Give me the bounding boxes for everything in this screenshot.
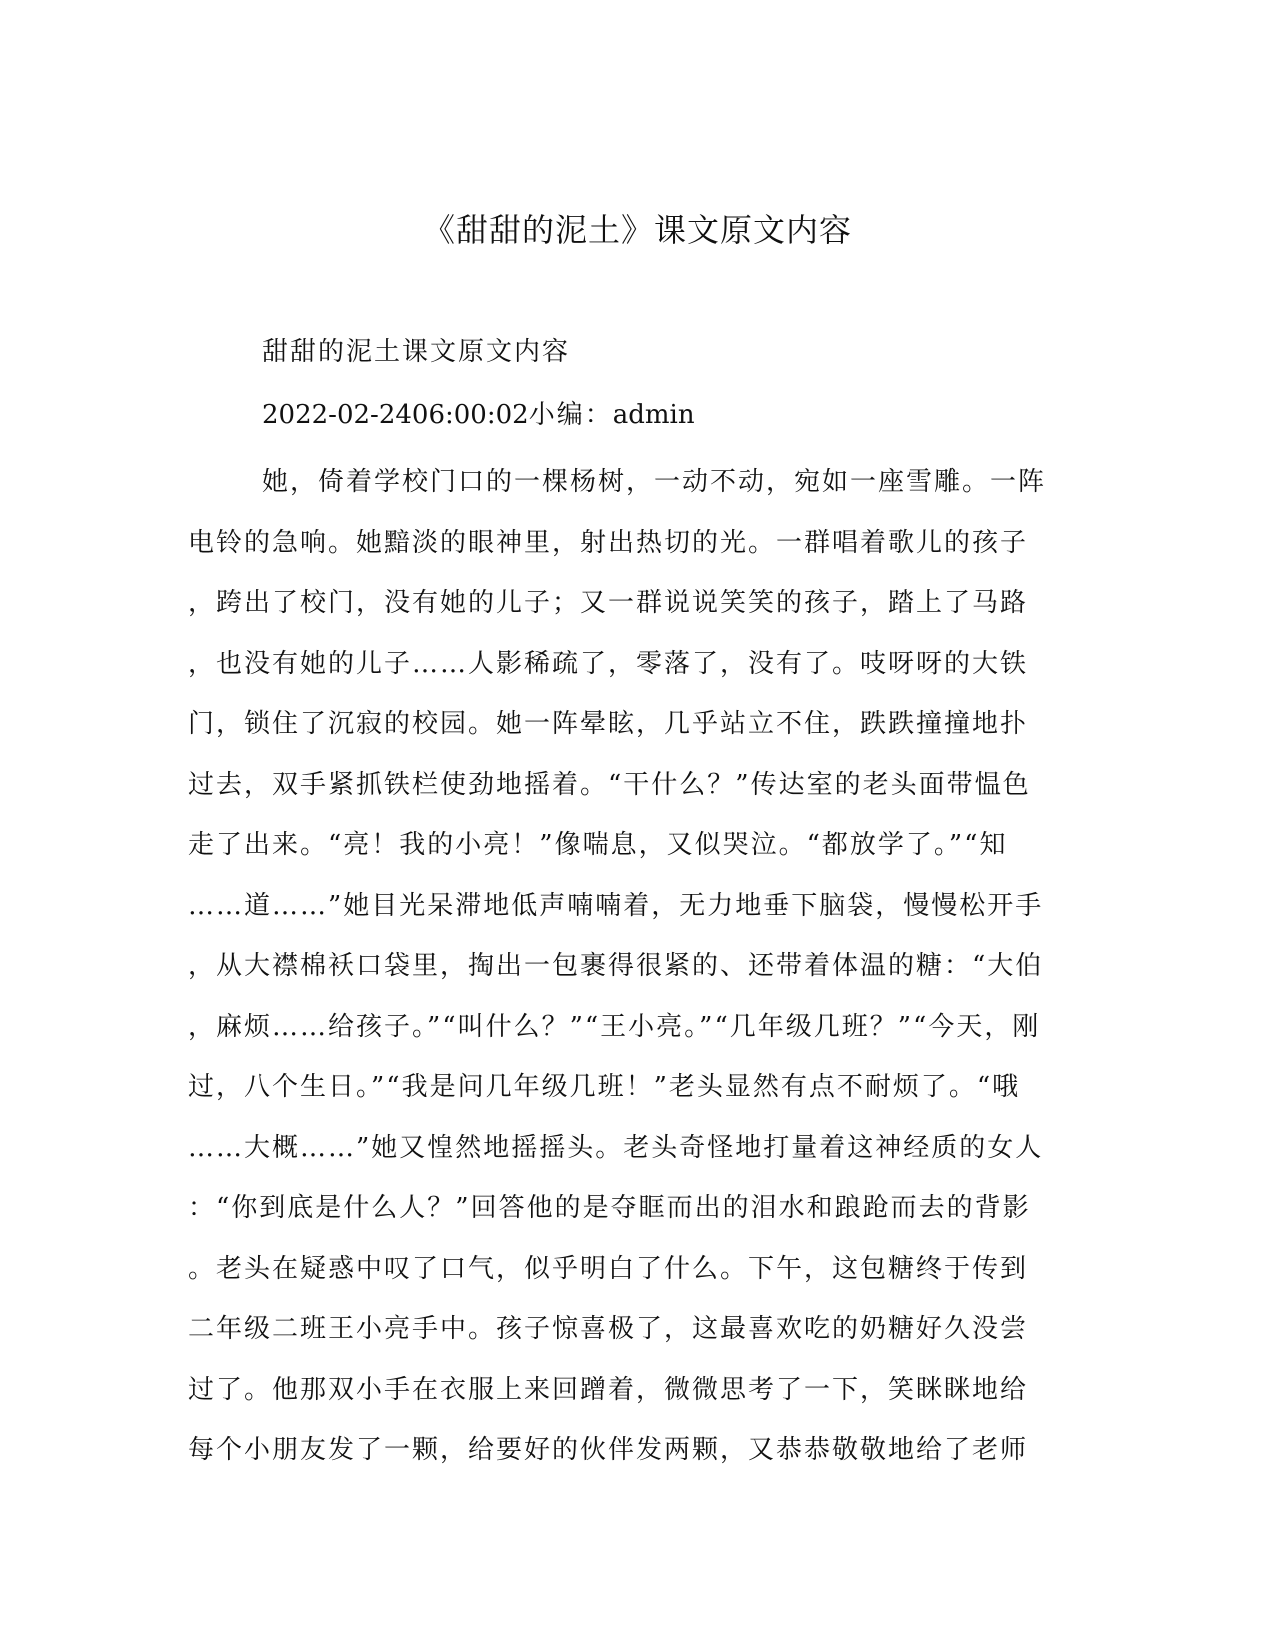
body-line: ……大概……”她又惶然地摇摇头。老头奇怪地打量着这神经质的女人	[188, 1132, 1044, 1163]
body-line: ，从大襟棉袄口袋里，掏出一包裹得很紧的、还带着体温的糖：“大伯	[188, 951, 1044, 981]
article-body	[188, 452, 1088, 1481]
body-line: 门，锁住了沉寂的校园。她一阵晕眩，几乎站立不住，跌跌撞撞地扑	[188, 709, 1029, 739]
body-line: 二年级二班王小亮手中。孩子惊喜极了，这最喜欢吃的奶糖好久没尝	[188, 1314, 1029, 1344]
body-line: 走了出来。“亮！我的小亮！”像喘息，又似哭泣。“都放学了。”“知	[188, 830, 1008, 860]
body-line: ，也没有她的儿子……人影稀疏了，零落了，没有了。吱呀呀的大铁	[188, 648, 1029, 679]
document-subtitle: 甜甜的泥土课文原文内容	[262, 337, 571, 367]
body-line: ，麻烦……给孩子。”“叫什么？”“王小亮。”“几年级几班？”“今天，刚	[188, 1011, 1041, 1042]
editor-name: admin	[612, 400, 695, 430]
body-line: 她，倚着学校门口的一棵杨树，一动不动，宛如一座雪雕。一阵	[262, 467, 1047, 497]
body-line: 过了。他那双小手在衣服上来回蹭着，微微思考了一下，笑眯眯地给	[188, 1374, 1029, 1405]
body-line: 电铃的急响。她黯淡的眼神里，射出热切的光。一群唱着歌儿的孩子	[188, 527, 1029, 558]
document-title: 《甜甜的泥土》课文原文内容	[422, 211, 852, 249]
body-line: ：“你到底是什么人？”回答他的是夺眶而出的泪水和踉跄而去的背影	[188, 1193, 1031, 1223]
body-line: ，跨出了校门，没有她的儿子；又一群说说笑笑的孩子，踏上了马路	[188, 588, 1029, 618]
body-line: 。老头在疑惑中叹了口气，似乎明白了什么。下午，这包糖终于传到	[188, 1253, 1029, 1284]
body-line: ……道……”她目光呆滞地低声喃喃着，无力地垂下脑袋，慢慢松开手	[188, 890, 1044, 921]
body-line: 每个小朋友发了一颗，给要好的伙伴发两颗，又恭恭敬敬地给了老师	[188, 1435, 1029, 1465]
body-line: 过去，双手紧抓铁栏使劲地摇着。“干什么？”传达室的老头面带愠色	[188, 769, 1031, 800]
publish-date: 2022-02-2406:00:02	[262, 400, 529, 430]
editor-label: 小编：	[528, 400, 613, 430]
body-line: 过，八个生日。”“我是问几年级几班！”老头显然有点不耐烦了。“哦	[188, 1072, 1021, 1102]
publish-meta	[262, 395, 695, 435]
